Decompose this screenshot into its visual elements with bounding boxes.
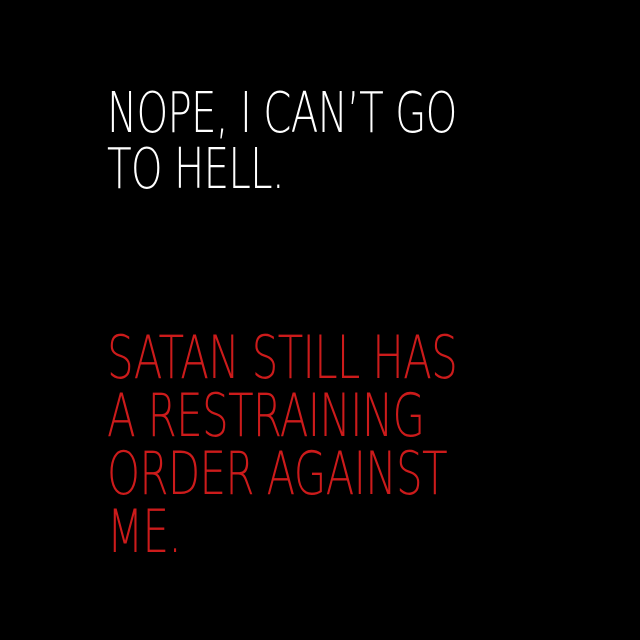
punchline-line-3: ORDER AGAINST xyxy=(107,439,447,509)
punchline-line-1: SATAN STILL HAS xyxy=(107,323,458,393)
setup-line-1: NOPE, I CAN’T GO xyxy=(107,81,457,146)
setup-line-2: TO HELL. xyxy=(107,137,284,202)
punchline-line-4: ME. xyxy=(107,497,182,567)
punchline-line-2: A RESTRAINING xyxy=(107,381,425,451)
